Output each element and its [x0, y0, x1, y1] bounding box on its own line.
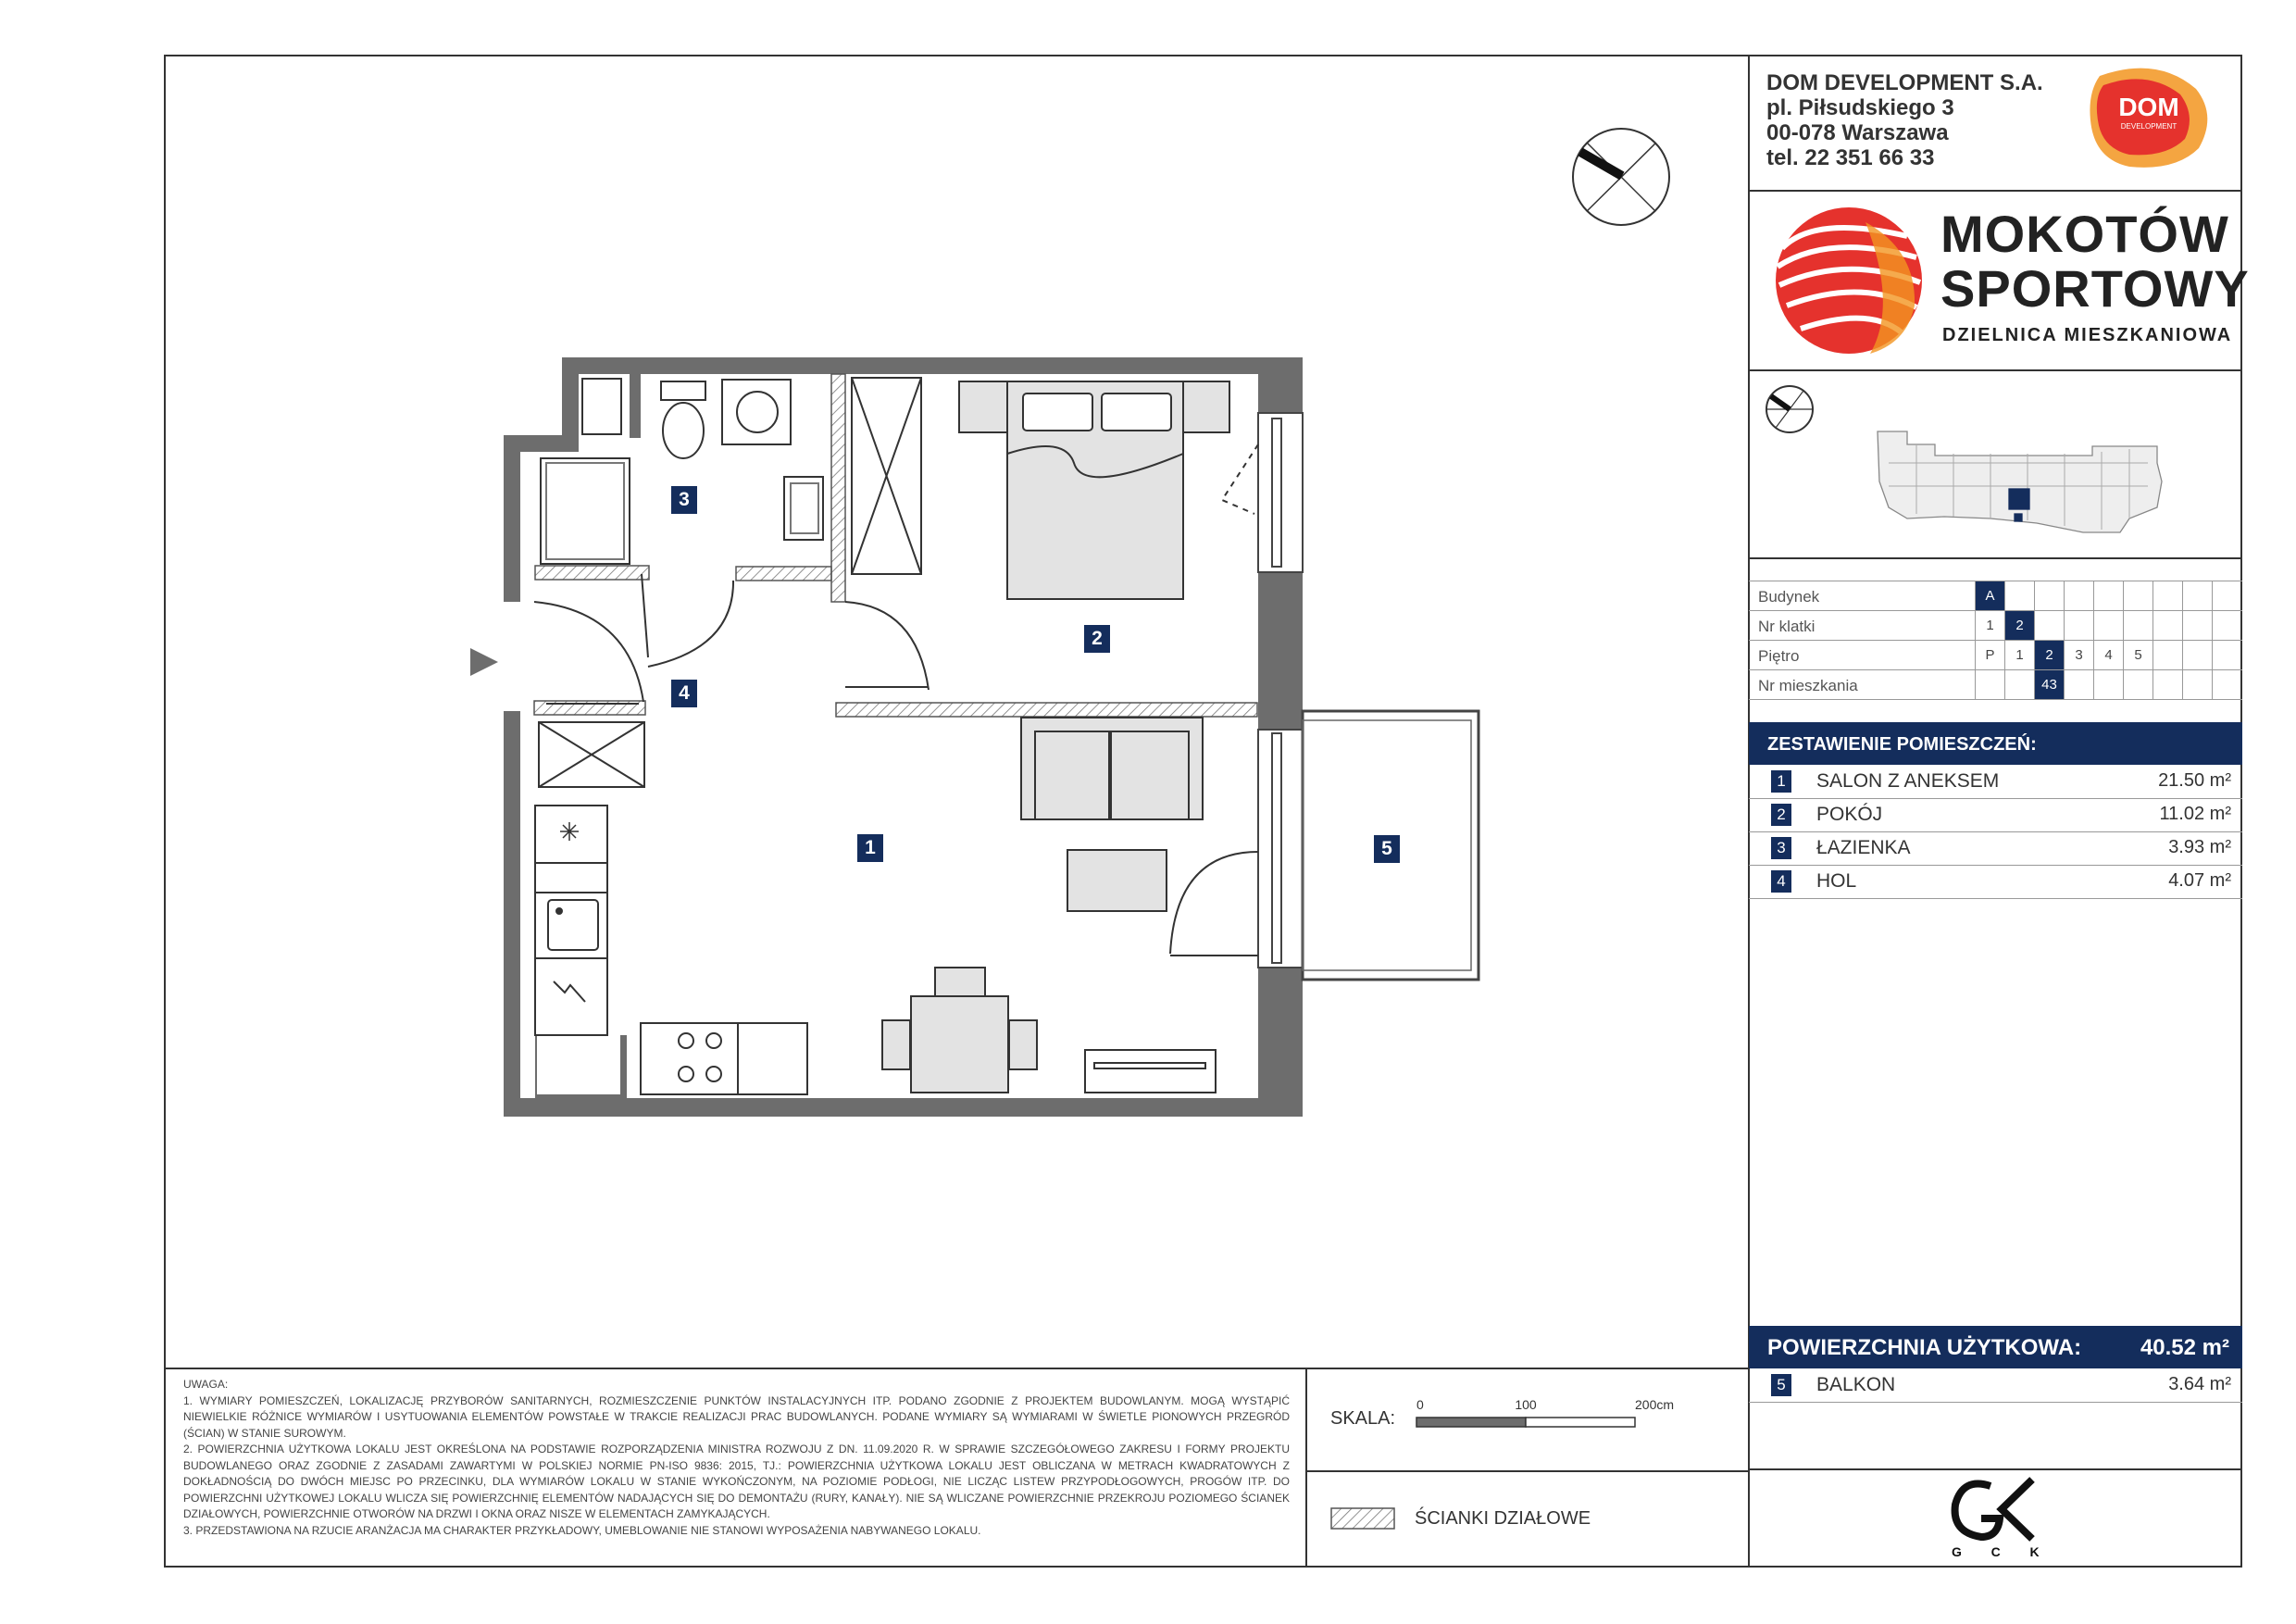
location-row-label: Nr mieszkania — [1758, 677, 1858, 694]
room-name: SALON Z ANEKSEM — [1816, 770, 2000, 792]
location-row — [1749, 669, 2242, 700]
location-cell — [2182, 641, 2212, 670]
company-name: DOM DEVELOPMENT S.A. — [1766, 70, 2043, 95]
rooms-header-label: ZESTAWIENIE POMIESZCZEŃ: — [1767, 734, 2037, 755]
location-cell: 5 — [2123, 641, 2152, 670]
entrance-arrow-icon — [470, 648, 498, 676]
room-row — [1749, 831, 2242, 866]
location-row — [1749, 640, 2242, 670]
location-cell: 1 — [1975, 611, 2004, 641]
room-area: 21.50 m² — [2158, 770, 2231, 791]
location-cell — [2093, 611, 2123, 641]
partition-legend-label: ŚCIANKI DZIAŁOWE — [1415, 1508, 1591, 1529]
company-info — [1766, 70, 2043, 170]
balcony-badge: 5 — [1771, 1374, 1791, 1396]
bed — [959, 381, 1229, 599]
location-cell — [2182, 611, 2212, 641]
location-cell — [2152, 670, 2182, 700]
project-subtitle: DZIELNICA MIESZKANIOWA — [1942, 325, 2233, 345]
rooms-header — [1749, 722, 2242, 765]
room-row — [1749, 765, 2242, 799]
location-cell: 2 — [2034, 641, 2064, 670]
company-city: 00-078 Warszawa — [1766, 120, 1949, 145]
location-cell: P — [1975, 641, 2004, 670]
room-badge: 2 — [1771, 804, 1791, 826]
project-title-line1: MOKOTÓW — [1940, 205, 2229, 263]
location-cell — [2034, 581, 2064, 611]
scale-bar — [1416, 1418, 1635, 1427]
location-cell — [2182, 581, 2212, 611]
north-arrow-icon — [1573, 129, 1669, 225]
location-cell — [2093, 581, 2123, 611]
usable-area-bar — [1749, 1326, 2242, 1368]
mini-north-arrow-icon — [1766, 386, 1813, 432]
location-cell — [2123, 581, 2152, 611]
gck-logo — [1955, 1480, 2032, 1539]
location-cell — [2123, 670, 2152, 700]
room-area: 11.02 m² — [2159, 804, 2231, 824]
location-cell: 43 — [2034, 670, 2064, 700]
location-cell — [2064, 581, 2093, 611]
note-item-3: 3. PRZEDSTAWIONA NA RZUCIE ARANŻACJA MA CHARAKTER PRZYKŁADOWY, UMEBLOWANIE NIE STANOWI WYPOSAŻENIA NABYWANEGO LOKALU. — [183, 1523, 981, 1537]
location-cell — [2034, 611, 2064, 641]
location-cell — [2212, 641, 2241, 670]
usable-area-value: 40.52 m² — [2140, 1335, 2229, 1360]
room-area: 4.07 m² — [2168, 870, 2231, 891]
location-cell — [2004, 670, 2034, 700]
location-row-label: Budynek — [1758, 588, 1820, 606]
room-badge: 3 — [1771, 837, 1791, 859]
location-cell — [2064, 611, 2093, 641]
location-cell: A — [1975, 581, 2004, 611]
note-item-2: 2. POWIERZCHNIA UŻYTKOWA LOKALU JEST OKREŚLONA NA PODSTAWIE ROZPORZĄDZENIA MINISTRA ROZWOJU Z DN. 11.09.2020 R. W SPRAWIE SZCZEGÓŁOWEGO ZAKRESU I FORMY PROJEKTU BUDOWLANEGO ORAZ ZGODNIE Z ZASADAMI ZAWARTYMI W POLSKIEJ NORMIE PN-ISO 9836: 2015, TJ.: POWIERZCHNIA UŻYTKOWA LOKALU JEST OBLICZANA W METRACH KWADRATOWYCH Z DOKŁADNOŚCIĄ DO DWÓCH MIEJSC PO PRZECINKU, DLA WYMIARÓW LOKALU W STANIE WYKOŃCZONYM, NA POZIOMIE PODŁOGI, NIE LICZĄC LISTEW PRZYPODŁOGOWYCH, PROGÓW ITP. DO POWIERZCHNI UŻYTKOWEJ LOKALU WLICZA SIĘ POWIERZCHNIĘ ELEMENTÓW NADAJĄCYCH SIĘ DO DEMONTAŻU (RURY, KANAŁY). NIE SĄ WLICZANE POWIERZCHNIE PRZEKROJU POZIOMEGO ŚCIANEK DZIAŁOWYCH, POWIERZCHNIE OTWORÓW NA DRZWI I OKNA ORAZ NISZE W ELEMENTACH ZAMYKAJĄCYCH. — [183, 1443, 1290, 1520]
sofa — [1021, 718, 1203, 911]
location-cell — [2152, 641, 2182, 670]
plan-label-hol: 4 — [671, 680, 697, 707]
dom-logo-subtext: DEVELOPMENT — [2120, 122, 2177, 131]
room-badge: 1 — [1771, 770, 1791, 793]
project-title-line2: SPORTOWY — [1940, 259, 2250, 318]
location-row — [1749, 581, 2242, 611]
room-badge: 4 — [1771, 870, 1791, 893]
location-table-bottom — [1749, 699, 2242, 700]
note-item-1: 1. WYMIARY POMIESZCZEŃ, LOKALIZACJĘ PRZYBORÓW SANITARNYCH, ROZMIESZCZENIE PUNKTÓW INSTALACYJNYCH ITP. PODANO ZGODNIE Z PROJEKTEM BUDOWLANYM. MOGĄ WYSTĄPIĆ NIEWIELKIE RÓŻNICE WYMIARÓW I USYTUOWANIA ELEMENTÓW POWSTAŁE W TRAKCIE REALIZACJI PRAC BUDOWLANYCH. PODANE WYMIARY SĄ WYMIARAMI W ŚWIETLE PIONOWYCH PRZEGRÓD (ŚCIAN) W STANIE SUROWYM. — [183, 1393, 1290, 1440]
balcony-area: 3.64 m² — [2168, 1374, 2231, 1394]
location-cell — [2182, 670, 2212, 700]
location-cell: 2 — [2004, 611, 2034, 641]
mokotow-sportowy-logo — [1776, 207, 1922, 354]
balcony-name: BALKON — [1816, 1374, 1896, 1395]
location-cell: 4 — [2093, 641, 2123, 670]
company-street: pl. Piłsudskiego 3 — [1766, 95, 1954, 120]
scale-label: SKALA: — [1330, 1408, 1396, 1429]
room-row — [1749, 865, 2242, 899]
plan-label-balkon: 5 — [1374, 835, 1400, 863]
gck-letters: G C K — [1952, 1544, 2047, 1559]
key-plan — [1878, 431, 2162, 532]
location-cell — [2212, 581, 2241, 611]
notes-title: UWAGA: — [183, 1378, 229, 1391]
room-area: 3.93 m² — [2168, 837, 2231, 857]
partition-legend-swatch — [1331, 1508, 1394, 1529]
room-name: HOL — [1816, 870, 1857, 892]
room-row — [1749, 798, 2242, 832]
scale-tick-100: 100 — [1515, 1397, 1537, 1412]
scale-tick-0: 0 — [1416, 1397, 1424, 1412]
scale-tick-200: 200cm — [1635, 1397, 1675, 1412]
dom-logo-text: DOM — [2118, 93, 2179, 121]
key-plan-apartment-marker — [2009, 489, 2029, 509]
company-phone: tel. 22 351 66 33 — [1766, 145, 1935, 170]
plan-label-salon: 1 — [857, 834, 883, 862]
location-cell — [2093, 670, 2123, 700]
location-cell — [2152, 611, 2182, 641]
location-cell — [2064, 670, 2093, 700]
location-cell — [2004, 581, 2034, 611]
usable-area-label: POWIERZCHNIA UŻYTKOWA: — [1767, 1335, 2082, 1360]
location-row-label: Piętro — [1758, 647, 1800, 665]
room-name: POKÓJ — [1816, 804, 1883, 825]
location-cell — [2212, 670, 2241, 700]
location-cell: 3 — [2064, 641, 2093, 670]
location-cell — [2123, 611, 2152, 641]
dining-table — [882, 968, 1216, 1093]
location-cell — [2212, 611, 2241, 641]
location-cell — [2152, 581, 2182, 611]
location-cell: 1 — [2004, 641, 2034, 670]
location-cell — [1975, 670, 2004, 700]
plan-label-lazienka: 3 — [671, 486, 697, 514]
location-row — [1749, 610, 2242, 641]
location-row-label: Nr klatki — [1758, 618, 1816, 635]
bathroom-fixtures — [541, 379, 823, 564]
balcony-row — [1749, 1368, 2242, 1403]
room-name: ŁAZIENKA — [1816, 837, 1911, 858]
plan-label-pokoj: 2 — [1084, 625, 1110, 653]
notes-block — [183, 1377, 1290, 1539]
